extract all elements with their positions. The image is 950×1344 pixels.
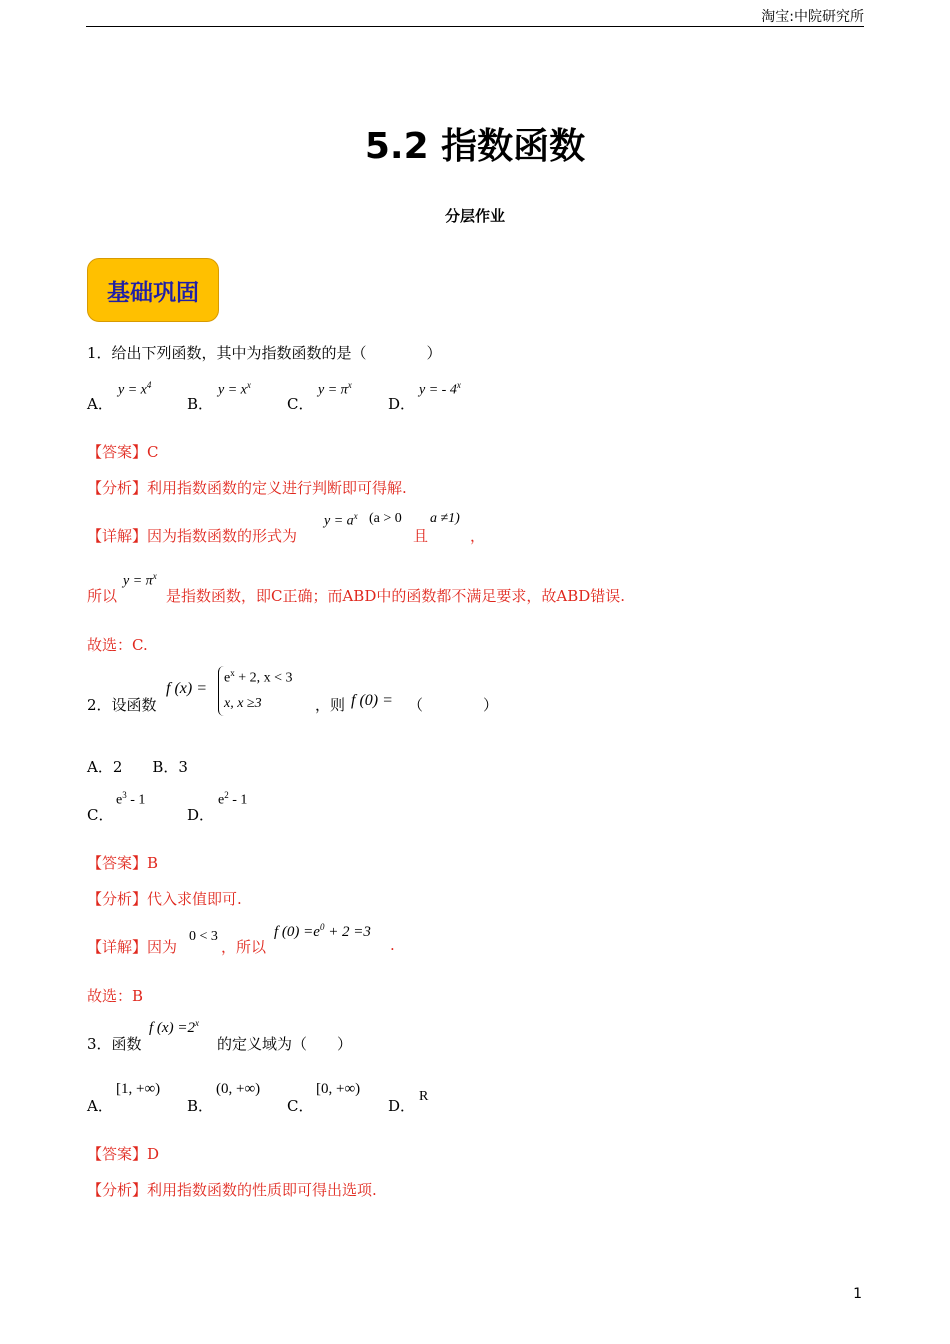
q1-so-prefix: 所以 [87,587,118,605]
q2-f-zero: f (0) = [351,692,393,709]
q1-option-c-formula: $y = \pi^x$ [318,380,352,398]
header-divider [86,26,864,27]
q1-choice: 故选：C. [87,636,148,654]
q3-option-b-formula: (0, +∞) [216,1081,261,1097]
q2-options-ab: A．2 B．3 [87,758,188,776]
q3-analysis: 【分析】利用指数函数的性质即可得出选项. [87,1181,377,1199]
q2-analysis: 【分析】代入求值即可. [87,890,242,908]
q1-detail-formula-1: $y = a^x$ [324,511,358,529]
q2-answer: 【答案】B [87,854,159,872]
q3-option-b-label: B． [187,1097,214,1115]
q2-detail-formula-1: 0 < 3 [189,929,218,944]
q2-option-d-formula: $e^2 - 1$ [218,790,248,808]
page-title: 5.2 指数函数 [364,126,586,167]
q1-analysis: 【分析】利用指数函数的定义进行判断即可得解. [87,479,407,497]
q2-option-c-label: C． [87,806,114,824]
q1-option-b-label: B． [187,395,214,413]
q3-option-a-formula: [1, +∞) [116,1081,161,1097]
page-number: 1 [853,1286,862,1302]
q3-answer: 【答案】D [87,1145,160,1163]
q1-detail-text: 【详解】因为指数函数的形式为 [87,527,298,545]
q2-case-2: x, x ≥3 [224,696,262,711]
q2-stem-prefix: 2．设函数 [87,696,157,714]
q1-option-d-formula: y = - 4$^x$ [419,380,461,398]
q3-stem-suffix: 的定义域为（ ） [217,1035,353,1053]
q3-option-a-label: A． [87,1097,113,1115]
q3-option-c-label: C． [287,1097,314,1115]
q2-function-lhs: f (x) = [166,680,207,697]
q1-detail-formula-2: (a > 0 [369,511,402,526]
q2-option-d-label: D． [187,806,215,824]
q1-stem: 1．给出下列函数，其中为指数函数的是（ ） [87,344,442,362]
q2-choice: 故选：B [87,987,144,1005]
q1-detail-formula-3: a ≠1) [430,511,460,526]
q1-option-b-formula: $y = x^x$ [218,380,251,398]
q1-so-formula: $y = \pi^x$ [123,571,157,589]
q2-case-1: $e^x + 2$, x < 3 [224,668,293,686]
q1-option-a-label: A． [87,395,113,413]
q1-option-d-label: D． [388,395,416,413]
q2-stem-then: ，则 [315,696,346,714]
q1-option-c-label: C． [287,395,314,413]
q1-detail-and: 且 [413,527,429,545]
q3-option-c-formula: [0, +∞) [316,1081,361,1097]
q1-detail-comma: ， [470,527,486,545]
section-badge: 基础巩固 [87,258,219,322]
page-subtitle: 分层作业 [444,207,505,225]
q1-answer: 【答案】C [87,443,159,461]
q2-option-c-formula: $e^3 - 1$ [116,790,146,808]
q3-function-formula: f $(x) =2^x$ [149,1018,199,1036]
q2-stem-paren: （ ） [408,696,499,714]
q2-detail-so: ，所以 [221,938,267,956]
q2-detail-formula-2: f $(0) =e^0 + 2 =3$ [274,922,371,940]
header-shop-text: 淘宝:中院研究所 [761,9,864,25]
q1-so-text: 是指数函数，即C正确；而ABD中的函数都不满足要求，故ABD错误. [166,587,626,605]
q2-detail-prefix: 【详解】因为 [87,938,178,956]
q3-stem-prefix: 3．函数 [87,1035,142,1053]
q2-detail-end: . [390,936,395,954]
q3-option-d-formula: R [419,1089,429,1104]
q1-option-a-formula: $y = x^4$ [118,380,152,398]
q3-option-d-label: D． [388,1097,416,1115]
